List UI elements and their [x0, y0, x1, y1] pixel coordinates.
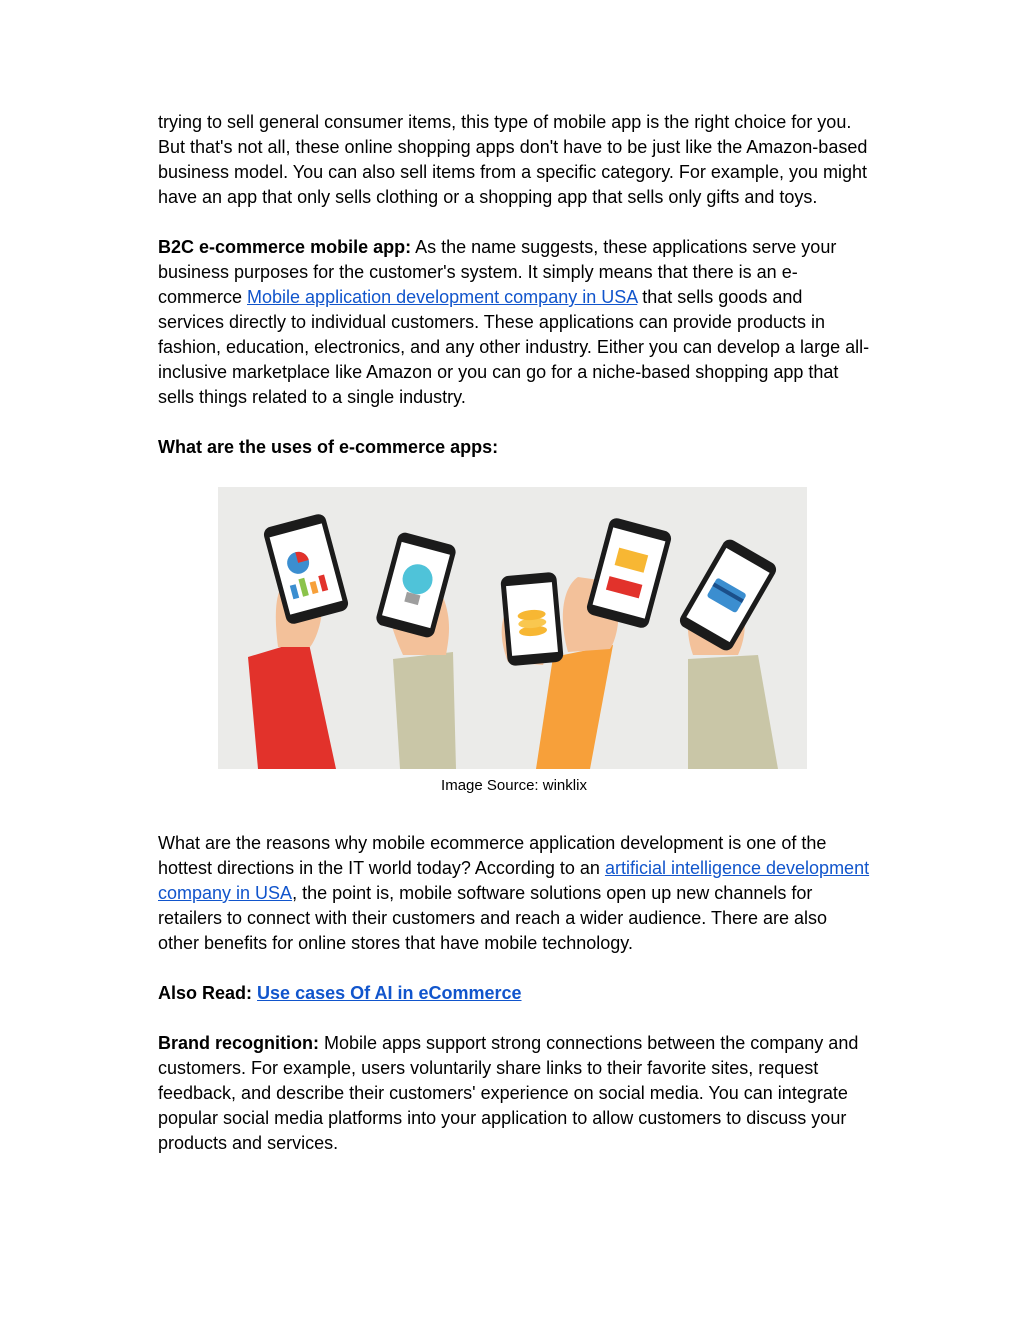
also-read-label: Also Read:: [158, 983, 253, 1003]
paragraph-b2c: [158, 235, 870, 410]
figure-caption: Image Source: winklix: [441, 777, 587, 794]
b2c-text-a: As the name suggests, these applications serve your business purposes for the customer's system. It simply means that there is an e-commerce: [158, 237, 837, 307]
reasons-text-a: What are the reasons why mobile ecommerce application development is one of the hottest directions in the IT world today? According to an: [158, 833, 827, 878]
brand-text: Mobile apps support strong connections between the company and customers. For example, users voluntarily share links to their favorite sites, request feedback, and describe their customers' experience on social media. You can integrate popular social media platforms into your application to allow customers to discuss your products and services.: [158, 1033, 859, 1153]
b2c-text-b: that sells goods and services directly to individual customers. These applications can provide products in fashion, education, electronics, and any other industry. Either you can develop a large all-inclusive marketplace like Amazon or you can go for a niche-based shopping app that sells things related to a single industry.: [158, 287, 870, 407]
ai-ecommerce-link[interactable]: Use cases Of AI in eCommerce: [257, 983, 522, 1003]
mobile-app-dev-link[interactable]: Mobile application development company in USA: [247, 287, 638, 307]
paragraph-consumer-apps: trying to sell general consumer items, this type of mobile app is the right choice for you. But that's not all, these online shopping apps don't have to be just like the Amazon-based business model. You can also sell items from a specific category. For example, you might have an app that only sells clothing or a shopping app that sells only gifts and toys.: [158, 112, 868, 207]
uses-heading: What are the uses of e-commerce apps:: [158, 437, 499, 457]
brand-label: Brand recognition:: [158, 1033, 319, 1053]
phone-coins: [500, 572, 564, 667]
paragraph-brand-recognition: [158, 1031, 870, 1156]
b2c-label: B2C e-commerce mobile app:: [158, 237, 412, 257]
paragraph-reasons: [158, 831, 870, 956]
paragraph-also-read: [158, 981, 870, 1006]
ai-dev-company-link[interactable]: artificial intelligence development company in USA: [158, 858, 870, 903]
ecommerce-apps-illustration: [218, 487, 807, 769]
reasons-text-b: , the point is, mobile software solutions open up new channels for retailers to connect with their customers and reach a wider audience. There are also other benefits for online stores that have mobile technology.: [158, 883, 828, 953]
khaki-sleeve-left: [393, 652, 456, 769]
document-page: [158, 110, 870, 1181]
